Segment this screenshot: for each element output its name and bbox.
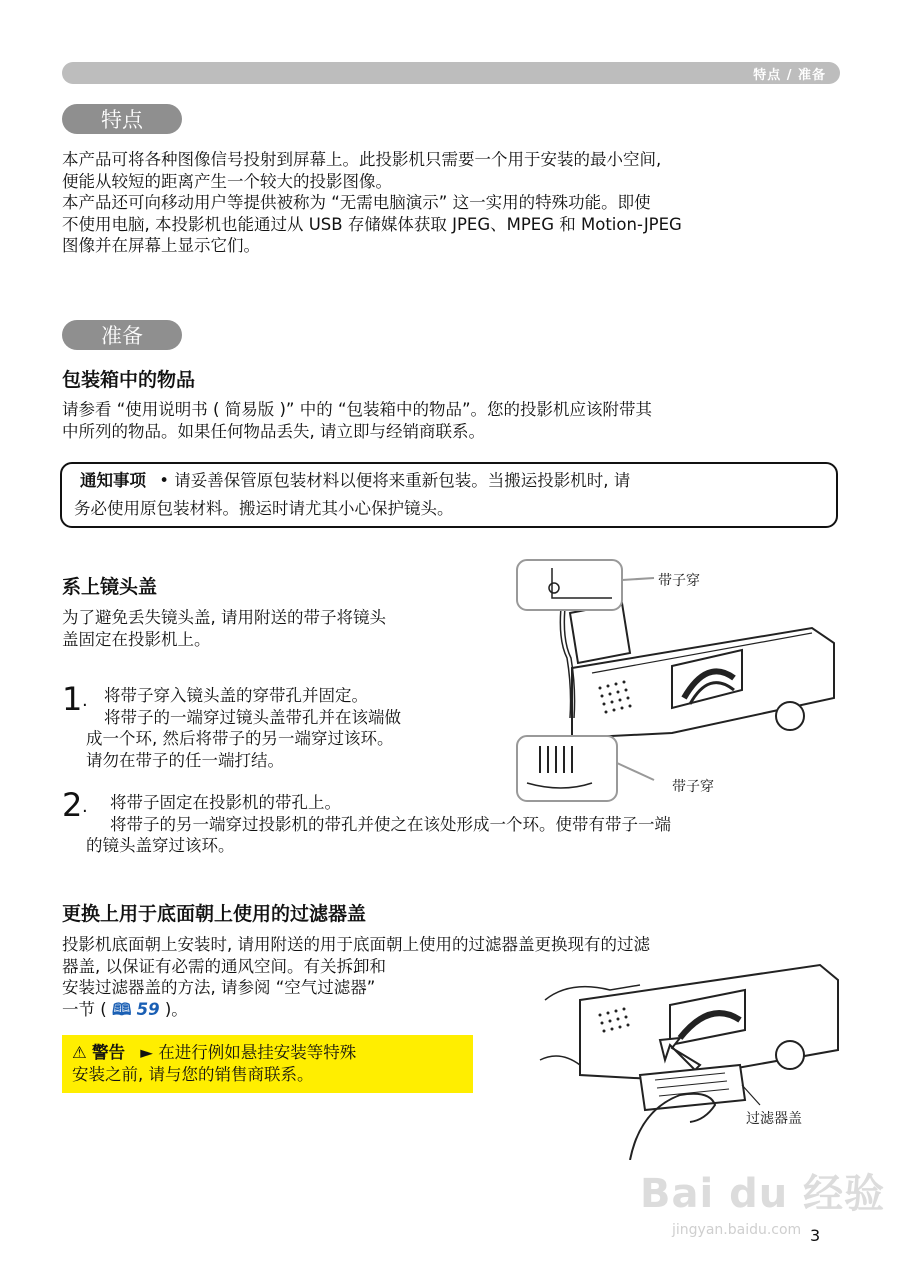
features-line: 不使用电脑, 本投影机也能通过从 USB 存储媒体获取 JPEG、MPEG 和 Motion-JPEG	[62, 214, 682, 234]
warning-icon: ⚠	[72, 1043, 87, 1062]
step-2-dot: .	[82, 796, 88, 817]
lens-heading: 系上镜头盖	[62, 576, 158, 598]
contents-line: 请参看 “使用说明书 ( 简易版 )” 中的 “包装箱中的物品”。您的投影机应该附带其	[62, 400, 653, 419]
features-line: 本产品还可向移动用户等提供被称为 “无需电脑演示” 这一实用的特殊功能。即使	[62, 193, 651, 212]
callout-strap-top: 带子穿	[658, 573, 700, 589]
section-title-preparation: 准备	[62, 320, 182, 350]
lens-intro-line: 为了避免丢失镜头盖, 请用附送的带子将镜头	[62, 608, 386, 627]
page-reference-link[interactable]: 59	[136, 999, 160, 1019]
step-2-line: 将带子固定在投影机的带孔上。	[110, 793, 341, 812]
warning-label: 警告	[92, 1043, 126, 1062]
step-1-line: 将带子穿入镜头盖的穿带孔并固定。	[104, 686, 368, 705]
features-line: 图像并在屏幕上显示它们。	[62, 236, 260, 255]
section-title-features: 特点	[62, 104, 182, 134]
step-1-dot: .	[82, 690, 88, 711]
watermark-url: jingyan.baidu.com	[672, 1222, 802, 1238]
notice-line-2: 务必使用原包装材料。搬运时请尤其小心保护镜头。	[74, 499, 454, 518]
step-1-line: 请勿在带子的任一端打结。	[86, 750, 284, 770]
step-2-line: 将带子的另一端穿过投影机的带孔并使之在该处形成一个环。使带有带子一端	[110, 814, 671, 834]
step-2-line: 的镜头盖穿过该环。	[86, 836, 235, 855]
features-line: 便能从较短的距离产生一个较大的投影图像。	[62, 171, 392, 191]
features-line: 本产品可将各种图像信号投射到屏幕上。此投影机只需要一个用于安装的最小空间,	[62, 150, 662, 169]
notice-line-1-wrap	[80, 470, 820, 492]
callout-strap-bottom: 带子穿	[672, 779, 714, 795]
notice-label: 通知事项	[80, 471, 146, 490]
step-2-number: 2	[62, 786, 83, 824]
warning-line-1: ► 在进行例如悬挂安装等特殊	[140, 1043, 357, 1062]
filter-line: 器盖, 以保证有必需的通风空间。有关拆卸和	[62, 956, 386, 976]
watermark-brand: Bai du 经验	[640, 1171, 886, 1217]
page-number: 3	[810, 1226, 821, 1245]
filter-illustration	[520, 960, 840, 1160]
contents-paragraph	[62, 399, 842, 442]
notice-line-1: • 请妥善保管原包装材料以便将来重新包装。当搬运投影机时, 请	[159, 471, 631, 490]
features-paragraph	[62, 149, 842, 257]
step-1-text	[86, 685, 516, 771]
step-1-line: 成一个环, 然后将带子的另一端穿过该环。	[86, 729, 394, 748]
filter-line: 安装过滤器盖的方法, 请参阅 “空气过滤器”	[62, 978, 376, 997]
notice-box	[60, 462, 838, 528]
contents-line: 中所列的物品。如果任何物品丢失, 请立即与经销商联系。	[62, 421, 485, 441]
filter-ref-suffix: )。	[164, 999, 188, 1019]
warning-box	[62, 1035, 473, 1093]
lens-intro	[62, 607, 502, 650]
contents-heading: 包装箱中的物品	[62, 369, 196, 391]
lens-cap-illustration	[512, 558, 842, 803]
filter-line: 投影机底面朝上安装时, 请用附送的用于底面朝上使用的过滤器盖更换现有的过滤	[62, 935, 650, 954]
lens-intro-line: 盖固定在投影机上。	[62, 629, 211, 649]
header-title: 特点 / 准备	[753, 68, 826, 83]
warning-line-2: 安装之前, 请与您的销售商联系。	[72, 1065, 314, 1084]
callout-filter-cover: 过滤器盖	[746, 1111, 802, 1127]
warning-line-1-wrap	[72, 1042, 467, 1064]
book-icon: 🕮	[111, 999, 132, 1019]
filter-ref-prefix: 一节 (	[62, 999, 107, 1019]
step-1-number: 1	[62, 680, 83, 718]
step-1-line: 将带子的一端穿过镜头盖带孔并在该端做	[104, 707, 401, 727]
filter-heading: 更换上用于底面朝上使用的过滤器盖	[62, 903, 367, 925]
header-bar	[62, 62, 840, 84]
